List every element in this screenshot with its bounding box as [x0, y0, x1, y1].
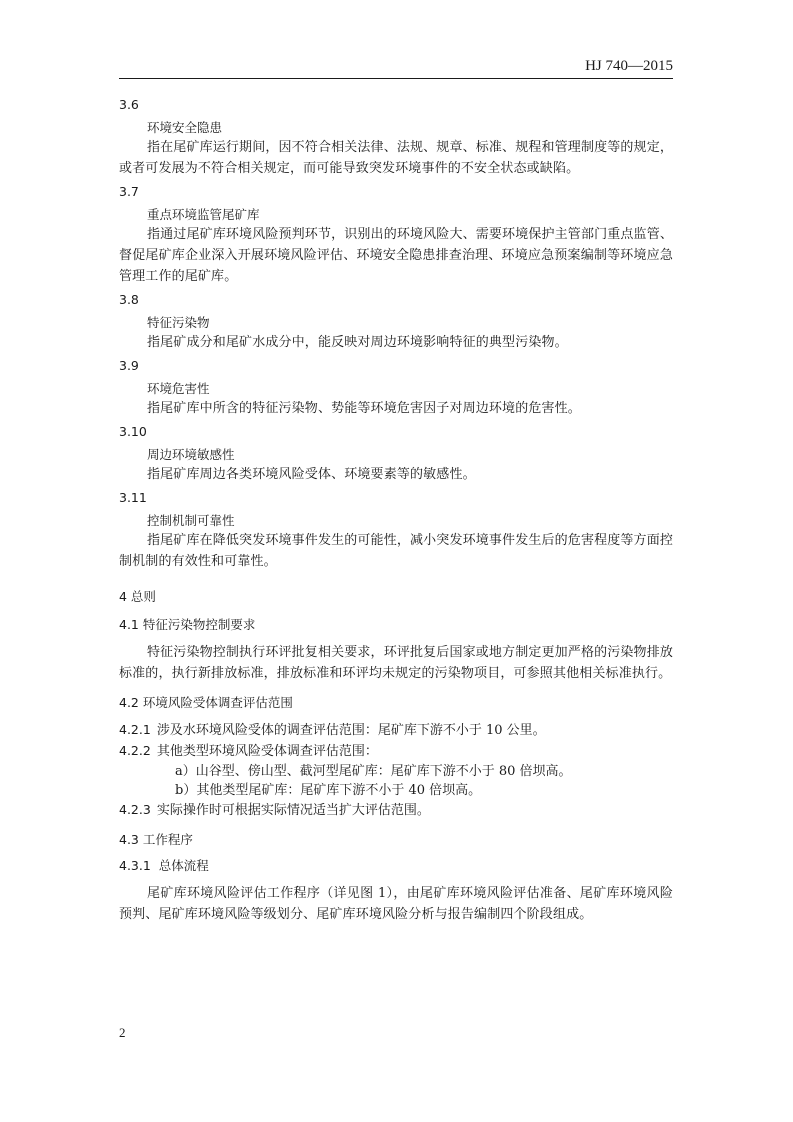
clause-4-2-3: [119, 800, 673, 821]
clause-number: 4.2.1: [119, 722, 151, 737]
clause-4-3-1-heading: [119, 857, 673, 875]
term-title: 环境安全隐患: [147, 120, 223, 135]
term-number: 3.10: [119, 424, 147, 439]
term-definition: 指尾矿库中所含的特征污染物、势能等环境危害因子对周边环境的危害性。: [147, 401, 581, 416]
clause-number: 4.3.1: [119, 858, 151, 873]
term-title: 环境危害性: [147, 381, 210, 396]
standard-code: HJ 740—2015: [585, 58, 673, 74]
term-number: 3.8: [119, 292, 139, 307]
clause-number: 4.2.3: [119, 802, 151, 817]
section-4-2-heading: 4.2 环境风险受体调查评估范围: [119, 695, 293, 710]
term-definition: 指尾矿库在降低突发环境事件发生的可能性，减小突发环境事件发生后的危害程度等方面控制机制的有效性和可靠性。: [119, 533, 674, 569]
list-item-b: b）其他类型尾矿库：尾矿库下游不小于 40 倍坝高。: [175, 783, 482, 798]
clause-4-3-1-text: 尾矿库环境风险评估工作程序（详见图 1），由尾矿库环境风险评估准备、尾矿库环境风险预判、尾矿库环境风险等级划分、尾矿库环境风险分析与报告编制四个阶段组成。: [119, 886, 673, 922]
term-definition: 指尾矿成分和尾矿水成分中，能反映对周边环境影响特征的典型污染物。: [147, 335, 568, 350]
list-item-a: a）山谷型、傍山型、截河型尾矿库：尾矿库下游不小于 80 倍坝高。: [175, 764, 572, 779]
clause-text: 涉及水环境风险受体的调查评估范围：尾矿库下游不小于 10 公里。: [156, 723, 546, 738]
section-4-1-heading: 4.1 特征污染物控制要求: [119, 617, 256, 632]
term-definition: 指尾矿库周边各类环境风险受体、环境要素等的敏感性。: [147, 467, 476, 482]
term-definition: 指通过尾矿库环境风险预判环节，识别出的环境风险大、需要环境保护主管部门重点监管、督促尾矿库企业深入开展环境风险评估、环境安全隐患排查治理、环境应急预案编制等环境应急管理工作的尾矿库。: [119, 227, 674, 284]
page-body: [119, 92, 673, 929]
term-title: 特征污染物: [147, 315, 210, 330]
term-title: 控制机制可靠性: [147, 513, 235, 528]
term-number: 3.6: [119, 97, 139, 112]
section-4-heading: 4 总则: [119, 589, 156, 604]
term-definition: 指在尾矿库运行期间，因不符合相关法律、法规、规章、标准、规程和管理制度等的规定，或者可发展为不符合相关规定，而可能导致突发环境事件的不安全状态或缺陷。: [119, 140, 674, 176]
section-4-3-heading: 4.3 工作程序: [119, 832, 193, 847]
term-title: 重点环境监管尾矿库: [147, 207, 260, 222]
term-3-10: [119, 423, 673, 485]
term-number: 3.9: [119, 358, 139, 373]
term-number: 3.7: [119, 184, 139, 199]
clause-number: 4.2.2: [119, 743, 151, 758]
term-3-11: [119, 489, 673, 572]
clause-text: 实际操作时可根据实际情况适当扩大评估范围。: [156, 803, 430, 818]
term-number: 3.11: [119, 490, 147, 505]
page-number: 2: [119, 1025, 126, 1040]
section-4-1-text: 特征污染物控制执行环评批复相关要求，环评批复后国家或地方制定更加严格的污染物排放标准的，执行新排放标准，排放标准和环评均未规定的污染物项目，可参照其他相关标准执行。: [119, 645, 674, 681]
term-title: 周边环境敏感性: [147, 447, 235, 462]
clause-title: 总体流程: [158, 858, 209, 873]
clause-text: 其他类型环境风险受体调查评估范围：: [156, 744, 378, 759]
term-3-8: [119, 291, 673, 353]
header-divider: [119, 78, 673, 79]
term-3-6: [119, 96, 673, 179]
clause-4-2-2: [119, 741, 673, 762]
term-3-9: [119, 357, 673, 419]
clause-4-2-1: [119, 720, 673, 741]
term-3-7: [119, 183, 673, 287]
